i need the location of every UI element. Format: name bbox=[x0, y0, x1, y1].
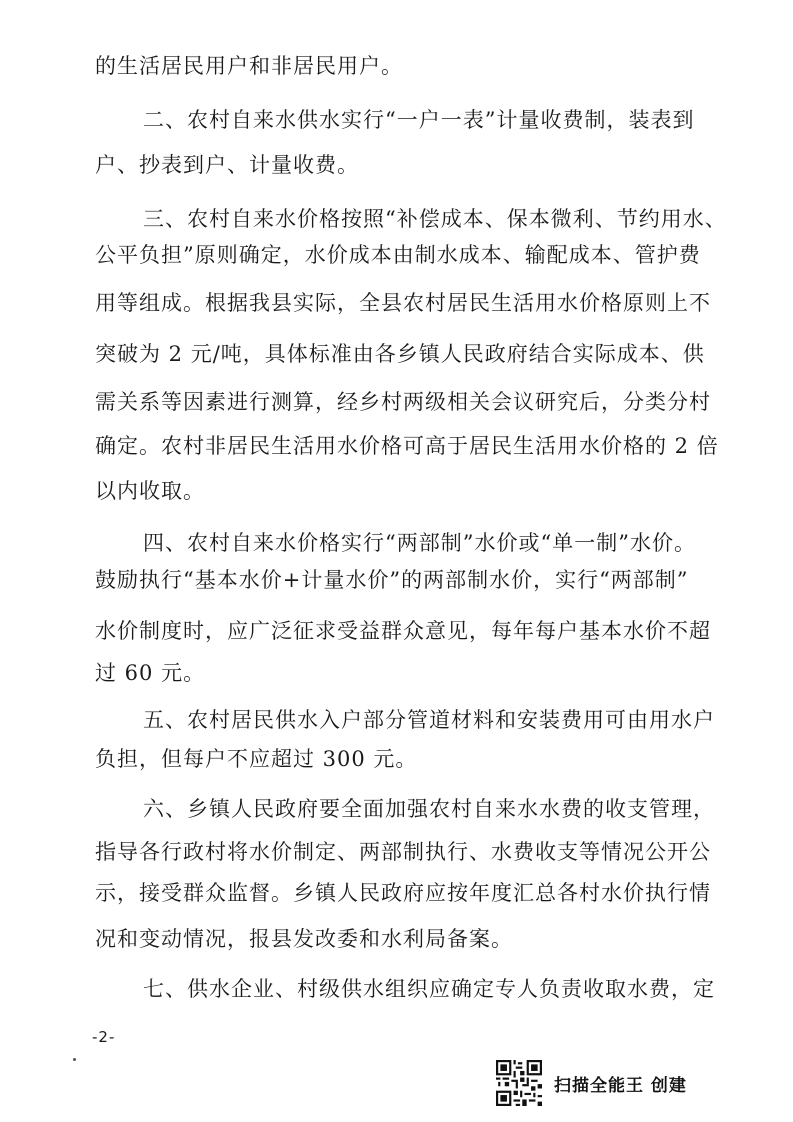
text-line-16: 负担，但每户不应超过 300 元。 bbox=[95, 747, 418, 771]
text-line-20: 况和变动情况，报县发改委和水利局备案。 bbox=[95, 927, 513, 951]
text-line-11: 四、农村自来水价格实行“两部制”水价或“单一制”水价。 bbox=[143, 531, 696, 555]
text-line-9: 确定。农村非居民生活用水价格可高于居民生活用水价格的 2 倍 bbox=[95, 434, 719, 458]
text-line-10: 以内收取。 bbox=[95, 479, 205, 503]
text-line-3: 户、抄表到户、计量收费。 bbox=[95, 153, 359, 177]
text-line-21: 七、供水企业、村级供水组织应确定专人负责收取水费，定 bbox=[143, 977, 715, 1001]
scan-speck bbox=[73, 1058, 76, 1061]
qr-code-icon bbox=[496, 1060, 542, 1106]
text-line-4: 三、农村自来水价格按照“补偿成本、保本微利、节约用水、 bbox=[143, 207, 727, 231]
text-line-12: 鼓励执行“基本水价+计量水价”的两部制水价，实行“两部制” bbox=[95, 568, 689, 592]
text-line-6: 用等组成。根据我县实际，全县农村居民生活用水价格原则上不 bbox=[95, 291, 711, 315]
page-number: -2- bbox=[92, 1028, 116, 1046]
text-line-17: 六、乡镇人民政府要全面加强农村自来水水费的收支管理， bbox=[143, 797, 715, 821]
text-line-14: 过 60 元。 bbox=[95, 661, 206, 685]
scanner-label: 扫描全能王 创建 bbox=[554, 1075, 687, 1096]
text-line-19: 示，接受群众监督。乡镇人民政府应按年度汇总各村水价执行情 bbox=[95, 881, 711, 905]
text-line-2: 二、农村自来水供水实行“一户一表”计量收费制，装表到 bbox=[143, 108, 695, 132]
text-line-18: 指导各行政村将水价制定、两部制执行、水费收支等情况公开公 bbox=[95, 840, 711, 864]
scanner-watermark bbox=[496, 1060, 687, 1106]
text-line-1: 的生活居民用户和非居民用户。 bbox=[95, 54, 403, 78]
text-line-7: 突破为 2 元/吨，具体标准由各乡镇人民政府结合实际成本、供 bbox=[95, 342, 705, 366]
text-line-5: 公平负担”原则确定，水价成本由制水成本、输配成本、管护费 bbox=[95, 243, 701, 267]
text-line-15: 五、农村居民供水入户部分管道材料和安装费用可由用水户 bbox=[143, 708, 715, 732]
text-line-13: 水价制度时，应广泛征求受益群众意见，每年每户基本水价不超 bbox=[95, 619, 711, 643]
text-line-8: 需关系等因素进行测算，经乡村两级相关会议研究后，分类分村 bbox=[95, 390, 711, 414]
